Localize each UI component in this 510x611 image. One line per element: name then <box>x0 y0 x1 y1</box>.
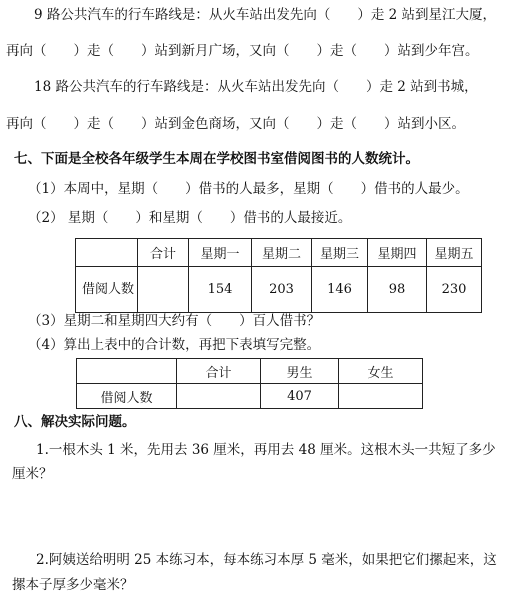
table-header-cell: 星期五 <box>427 239 482 267</box>
value-cell: 407 <box>261 384 339 409</box>
section7-question-4: （4）算出上表中的合计数，再把下表填写完整。 <box>28 337 321 353</box>
table-header-row <box>77 359 423 384</box>
table-header-cell: 星期四 <box>368 239 427 267</box>
route18-line2: 再向（ ）走（ ）站到金色商场，又向（ ）走（ ）站到小区。 <box>6 116 465 132</box>
value-cell: 146 <box>312 267 368 313</box>
route18-line1: 18 路公共汽车的行车路线是：从火车站出发先向（ ）走 2 站到书城， <box>34 79 478 95</box>
value-cell: 98 <box>368 267 427 313</box>
row-label-cell: 借阅人数 <box>77 384 177 409</box>
table-header-row <box>76 239 482 267</box>
table-corner-cell <box>77 359 177 384</box>
value-cell: 203 <box>252 267 312 313</box>
weekly-borrowing-table <box>75 238 482 313</box>
section7-question-1: （1）本周中，星期（ ）借书的人最多，星期（ ）借书的人最少。 <box>28 181 469 197</box>
value-cell <box>339 384 423 409</box>
section7-question-3: （3）星期二和星期四大约有（ ）百人借书？ <box>28 313 321 329</box>
table-header-cell: 女生 <box>339 359 423 384</box>
problem-2-line2: 摞本子厚多少毫米？ <box>12 577 134 593</box>
route9-line1: 9 路公共汽车的行车路线是：从火车站出发先向（ ）走 2 站到星江大厦， <box>34 7 497 23</box>
table-header-cell: 男生 <box>261 359 339 384</box>
table-header-cell: 合计 <box>138 239 189 267</box>
problem-1-line2: 厘米？ <box>12 466 53 482</box>
gender-borrowing-table <box>76 358 423 409</box>
table-header-cell: 星期三 <box>312 239 368 267</box>
value-cell: 154 <box>189 267 252 313</box>
table-corner-cell <box>76 239 138 267</box>
section8-heading: 八、解决实际问题。 <box>14 414 136 430</box>
section7-question-2: （2） 星期（ ）和星期（ ）借书的人最接近。 <box>28 210 352 226</box>
total-cell <box>177 384 261 409</box>
table-row <box>77 384 423 409</box>
section7-heading: 七、下面是全校各年级学生本周在学校图书室借阅图书的人数统计。 <box>14 151 419 167</box>
table-header-cell: 星期二 <box>252 239 312 267</box>
value-cell: 230 <box>427 267 482 313</box>
table-header-cell: 合计 <box>177 359 261 384</box>
total-cell <box>138 267 189 313</box>
row-label-cell: 借阅人数 <box>76 267 138 313</box>
problem-2-line1: 2.阿姨送给明明 25 本练习本，每本练习本厚 5 毫米，如果把它们摞起来，这 <box>36 552 497 568</box>
table-header-cell: 星期一 <box>189 239 252 267</box>
table-row <box>76 267 482 313</box>
route9-line2: 再向（ ）走（ ）站到新月广场，又向（ ）走（ ）站到少年宫。 <box>6 43 479 59</box>
problem-1-line1: 1.一根木头 1 米，先用去 36 厘米，再用去 48 厘米。这根木头一共短了多少 <box>36 442 496 458</box>
